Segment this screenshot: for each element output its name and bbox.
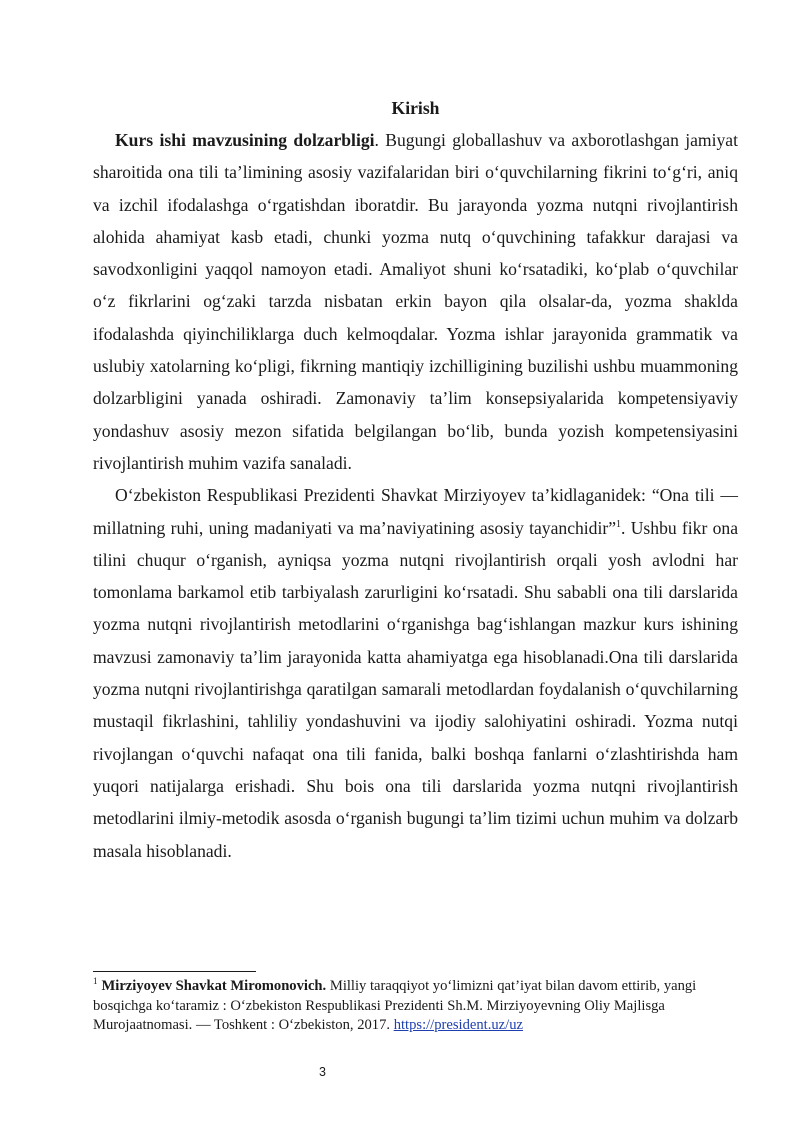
footnote xyxy=(93,977,738,1036)
paragraph-president-quote xyxy=(93,479,738,867)
footnote-separator xyxy=(93,971,256,972)
footnote-reference[interactable]: 1 xyxy=(616,518,622,530)
paragraph-text: . Ushbu fikr ona tilini chuqur o‘rganish, ayniqsa yozma nutqni rivojlantirish orqali yosh avlodni har tomonlama barkamol etib tarbiyalash zarurligini ko‘rsatadi. Shu sababli ona tili darslarida yozma nutqni rivojlantirish metodlarini o‘rganishga bag‘ishlangan mazkur kurs ishining mavzusi zamonaviy ta’lim jarayonida katta ahamiyatga ega hisoblanadi.Ona tili darslarida yozma nutqni rivojlantirishga qaratilgan samarali metodlardan foydalanish o‘quvchilarning mustaqil fikrlashini, tahliliy yondashuvini va ijodiy salohiyatini oshiradi. Yozma nutqi rivojlangan o‘quvchi nafaqat ona tili fanida, balki boshqa fanlarni o‘zlashtirishda ham yuqori natijalarga erishadi. Shu bois ona tili darslarida yozma nutqni rivojlantirish metodlarini ilmiy-metodik asosda o‘rganish bugungi ta’lim tizimi uchun muhim va dolzarb masala hisoblanadi. xyxy=(93,517,739,861)
main-text xyxy=(93,94,738,867)
paragraph-text: O‘zbekiston Respublikasi Prezidenti Shavkat Mirziyoyev ta’kidlaganidek: “Ona tili — millatning ruhi, uning madaniyati va ma’naviyatining asosiy tayanchidir” xyxy=(93,485,738,538)
paragraph-text: . Bugungi globallashuv va axborotlashgan jamiyat sharoitida ona tili ta’limining asosiy vazifalaridan biri o‘quvchilarning fikrini to‘g‘ri, aniq va izchil ifodalashga o‘rgatishdan iboratdir. Bu jarayonda yozma nutqni rivojlantirish alohida ahamiyat kasb etadi, chunki yozma nutq o‘quvchining tafakkur darajasi va savodxonligini yaqqol namoyon etadi. Amaliyot shuni ko‘rsatadiki, ko‘plab o‘quvchilar o‘z fikrlarini og‘zaki tarzda nisbatan erkin bayon qila olsalar-da, yozma shaklda ifodalashda qiyinchiliklarga duch kelmoqdalar. Yozma ishlar jarayonida grammatik va uslubiy xatolarning ko‘pligi, fikrning mantiqiy izchilligining buzilishi ushbu muammoning dolzarbligini yanada oshiradi. Zamonaviy ta’lim konsepsiyalarida kompetensiyaviy yondashuv asosiy mezon sifatida belgilangan bo‘lib, bunda yozish kompetensiyasini rivojlantirish muhim vazifa sanaladi. xyxy=(93,130,739,473)
footnote-author: Mirziyoyev Shavkat Miromonovich. xyxy=(101,978,327,994)
paragraph-relevance xyxy=(93,124,738,479)
page-number: 3 xyxy=(319,1065,326,1079)
footnote-text: Milliy taraqqiyot yo‘limizni qat’iyat bilan davom ettirib, yangi bosqichga ko‘taramiz : O‘zbekiston Respublikasi Prezidenti Sh.M. Mirziyoyevning Oliy Majlisga Murojaatnomasi. — Toshkent : O‘zbekiston, 2017. xyxy=(93,978,697,1034)
paragraph-lead: Kurs ishi mavzusining dolzarbligi xyxy=(115,130,375,150)
section-heading: Kirish xyxy=(391,98,440,118)
footnote-link[interactable]: https://president.uz/uz xyxy=(393,1017,523,1034)
footnote-mark: 1 xyxy=(93,976,98,987)
